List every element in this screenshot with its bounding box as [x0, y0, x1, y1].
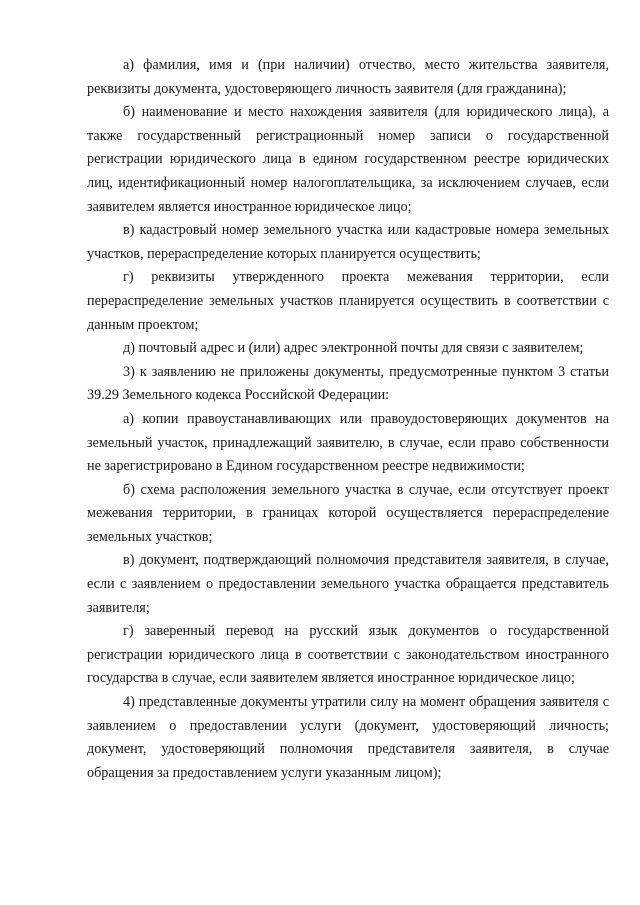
paragraph-representative-authority-document: в) документ, подтверждающий полномочия представителя заявителя, в случае, если с заявлением о предоставлении земельного участка обращается представитель заявителя; [87, 552, 609, 616]
paragraph-title-documents-copies: а) копии правоустанавливающих или правоудостоверяющих документов на земельный участок, принадлежащий заявителю, в случае, если право собственности не зарегистрировано в Едином государственном реестре недвижимости; [87, 410, 609, 475]
paragraph-contact-address: д) почтовый адрес и (или) адрес электронной почты для связи с заявителем; [123, 340, 584, 357]
paragraph-land-plot-layout-scheme: б) схема расположения земельного участка в случае, если отсутствует проект межевания территории, в границах которой осуществляется перераспределение земельных участков; [87, 481, 609, 545]
paragraph-survey-project-details: г) реквизиты утвержденного проекта межевания территории, если перераспределение земельных участков планируется осуществить в соответствии с данным проектом; [87, 269, 609, 333]
document-page [87, 54, 609, 785]
paragraph-missing-documents: 3) к заявлению не приложены документы, предусмотренные пунктом 3 статьи 39.29 Земельного кодекса Российской Федерации: [87, 363, 609, 404]
paragraph-applicant-legal-entity-details: б) наименование и место нахождения заявителя (для юридического лица), а также государственный регистрационный номер записи о государственной регистрации юридического лица в едином государственном реестре юридических лиц, идентификационный номер налогоплательщика, за исключением случаев, если заявителем является иностранное юридическое лицо; [87, 104, 609, 215]
paragraph-expired-documents: 4) представленные документы утратили силу на момент обращения заявителя с заявлением о предоставлении услуги (документ, удостоверяющий личность; документ, удостоверяющий полномочия представителя заявителя, в случае обращения за предоставлением услуги указанным лицом); [87, 694, 609, 781]
paragraph-certified-translation: г) заверенный перевод на русский язык документов о государственной регистрации юридического лица в соответствии с законодательством иностранного государства в случае, если заявителем является иностранное юридическое лицо; [87, 623, 609, 687]
paragraph-cadastral-numbers: в) кадастровый номер земельного участка или кадастровые номера земельных участков, перераспределение которых планируется осуществить; [87, 222, 609, 262]
paragraph-applicant-citizen-details: а) фамилия, имя и (при наличии) отчество, место жительства заявителя, реквизиты документа, удостоверяющего личность заявителя (для гражданина); [87, 57, 609, 97]
